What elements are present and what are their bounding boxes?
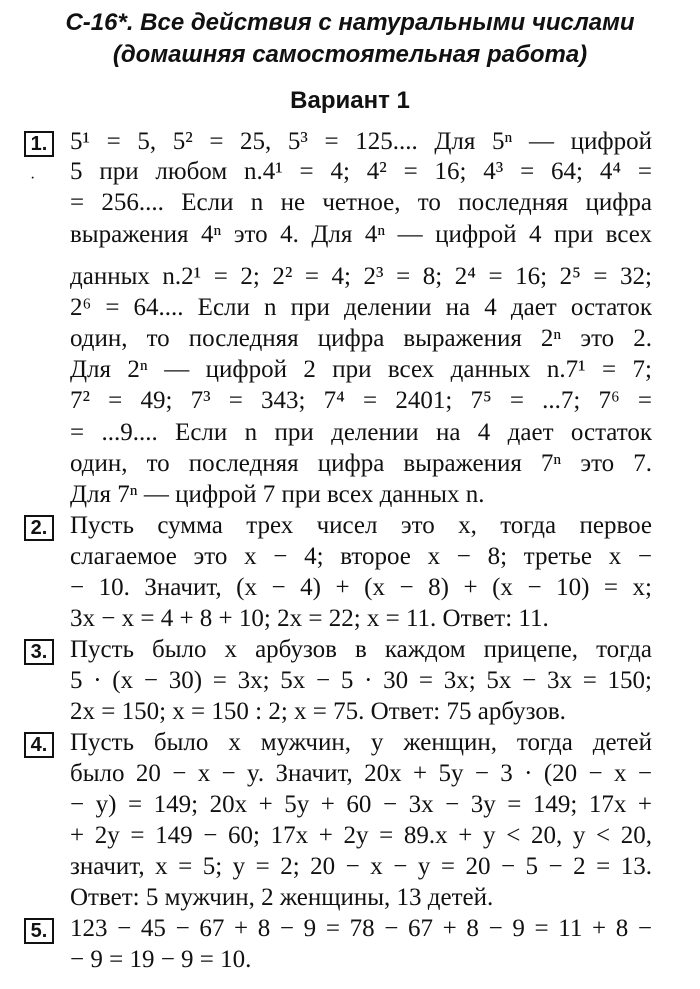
task-line: данных n.2¹ = 2; 2² = 4; 2³ = 8; 2⁴ = 16; 2⁵ = 32; [70,263,652,290]
task-line: − 9 = 19 − 9 = 10. [70,946,252,973]
task-line: Для 7ⁿ — цифрой 7 при всех данных n. [70,481,485,508]
task-line: 2x = 150; x = 150 : 2; x = 75. Ответ: 75 арбузов. [70,698,566,725]
stray-dot: · [30,170,36,187]
task-line: Пусть было x арбузов в каждом прицепе, тогда [70,636,652,663]
task-number-box: 4. [24,732,54,758]
task-line: − y) = 149; 20x + 5y + 60 − 3x − 3y = 149; 17x + [70,791,652,818]
task-line: + 2y = 149 − 60; 17x + 2y = 89.x + y < 20, y < 20, [70,822,652,849]
task-line: = 256.... Если n не четное, то последняя цифра [70,189,652,216]
task-line: − 10. Значит, (x − 4) + (x − 8) + (x − 10) = x; [70,574,652,601]
task-number-box: 1. [24,131,54,157]
task-line: Ответ: 5 мужчин, 2 женщины, 13 детей. [70,884,494,911]
task-line: значит, x = 5; y = 2; 20 − x − y = 20 − 5 − 2 = 13. [70,853,652,880]
task-line: Пусть сумма трех чисел это x, тогда первое [70,512,652,539]
task-line: было 20 − x − y. Значит, 20x + 5y − 3 · (20 − x − [70,760,652,787]
task-line: слагаемое это x − 4; второе x − 8; третье x − [70,543,652,570]
task-line: 5 при любом n.4¹ = 4; 4² = 16; 4³ = 64; 4⁴ = [70,158,652,185]
task-line: 7² = 49; 7³ = 343; 7⁴ = 2401; 7⁵ = ...7; 7⁶ = [70,387,652,414]
task-number-box: 2. [24,515,54,541]
task-line: один, то последняя цифра выражения 7ⁿ это 7. [70,450,652,477]
task-line: 123 − 45 − 67 + 8 − 9 = 78 − 67 + 8 − 9 = 11 + 8 − [70,915,652,942]
task-line: Пусть было x мужчин, y женщин, тогда детей [70,729,652,756]
variant-heading: Вариант 1 [290,87,410,114]
task-line: = ...9.... Если n при делении на 4 дает остаток [70,419,652,446]
task-line: выражения 4ⁿ это 4. Для 4ⁿ — цифрой 4 при всех [70,221,652,248]
page-title: С-16*. Все действия с натуральными числами [65,9,635,36]
task-line: один, то последняя цифра выражения 2ⁿ это 2. [70,325,652,352]
task-number-box: 3. [24,639,54,665]
task-number-box: 5. [24,918,54,944]
task-line: 2⁶ = 64.... Если n при делении на 4 дает остаток [70,294,652,321]
task-line: 5¹ = 5, 5² = 25, 5³ = 125.... Для 5ⁿ — цифрой [70,128,652,155]
task-line: 5 · (x − 30) = 3x; 5x − 5 · 30 = 3x; 5x − 3x = 150; [70,667,652,694]
page-subtitle: (домашняя самостоятельная работа) [112,41,588,68]
task-line: Для 2ⁿ — цифрой 2 при всех данных n.7¹ = 7; [70,356,652,383]
task-line: 3x − x = 4 + 8 + 10; 2x = 22; x = 11. Ответ: 11. [70,605,549,632]
